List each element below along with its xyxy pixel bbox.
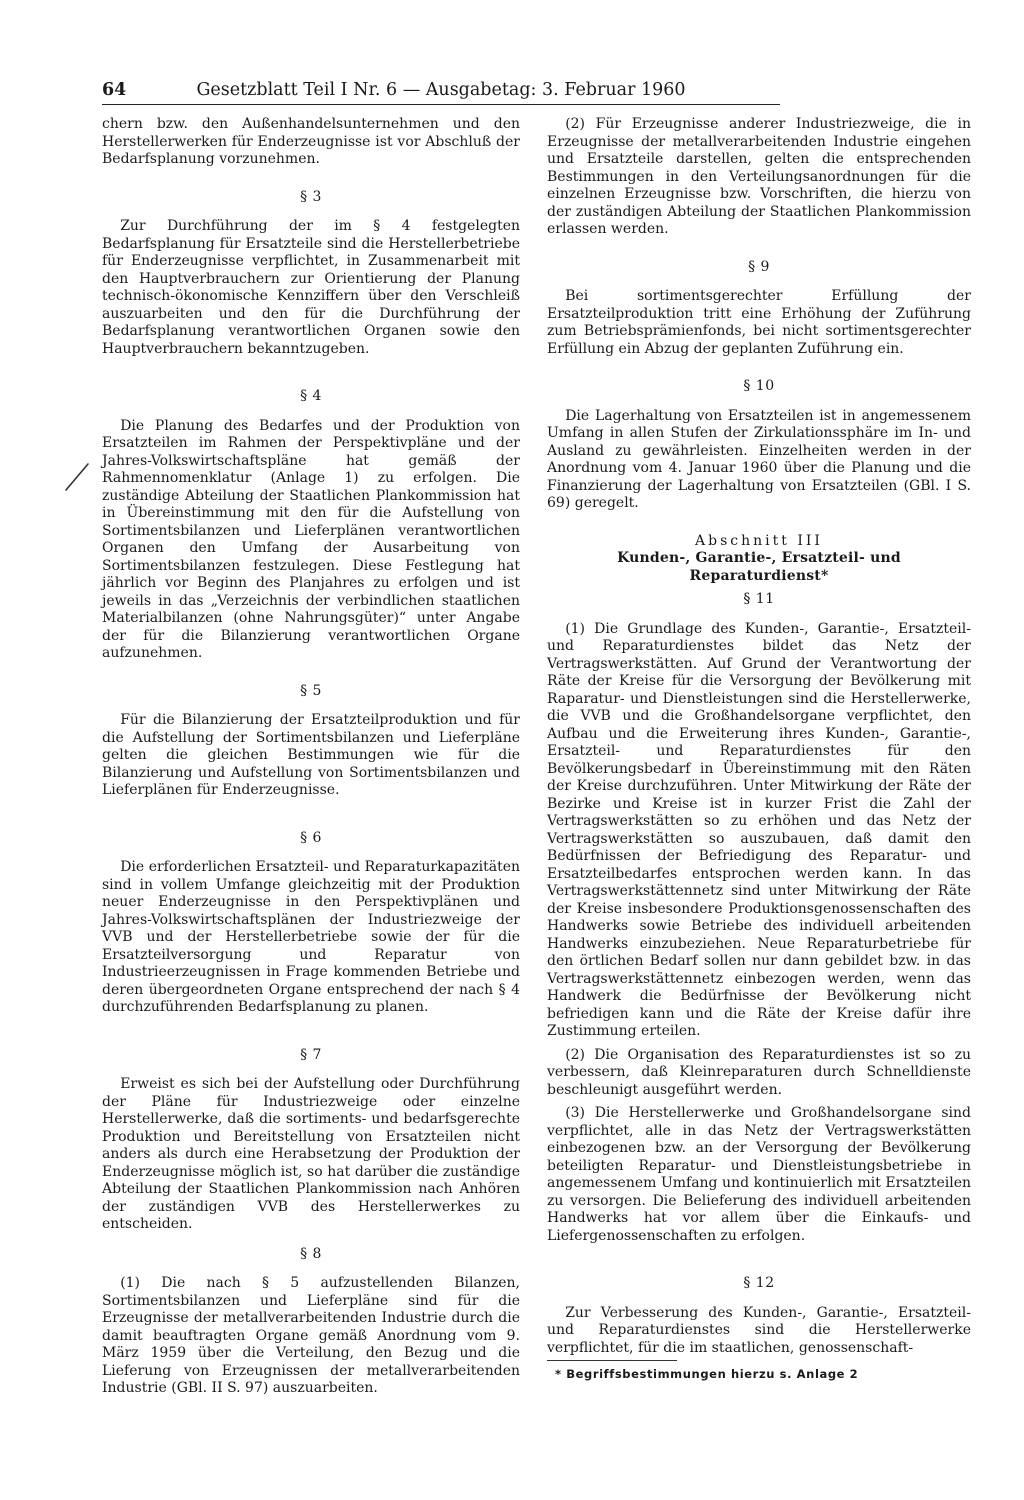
section-12-heading: § 12 [743, 1275, 775, 1291]
section-3-paragraph: Zur Durchführung der im § 4 festgelegten Bedarfsplanung für Ersatzteile sind die Herstellerbetriebe für Enderzeugnisse verpflichtet, in Zusammenarbeit mit den Hauptverbrauchern zur Orientierung der Planung technisch-ökonomische Kennziffern über den Verschleiß auszuarbeiten und den für die Durchführung der Bedarfsplanung verantwortlichen Organen sowie den Hauptverbrauchern bekanntzugeben. [102, 218, 520, 357]
section-8-paragraph-1: (1) Die nach § 5 aufzustellenden Bilanzen, Sortimentsbilanzen und Lieferpläne sind für die Erzeugnisse der metallverarbeitenden Industrie durch die damit beauftragten Organe gemäß Anordnung vom 9. März 1959 über die Verteilung, den Bezug und die Lieferung von Erzeugnissen der metallverarbeitenden Industrie (GBl. II S. 97) auszuarbeiten. [102, 1275, 520, 1396]
section-6-heading: § 6 [300, 829, 322, 846]
section-10-paragraph: Die Lagerhaltung von Ersatzteilen ist in angemessenem Umfang in allen Stufen der Zirkulationssphäre im In- und Ausland zu gewährleisten. Einzelheiten werden in der Anordnung vom 4. Januar 1960 über die Planung und die Finanzierung der Lagerhaltung von Ersatzteilen (GBl. I S. 69) geregelt. [547, 407, 971, 511]
handwritten-margin-mark [62, 462, 92, 492]
section-7-paragraph: Erweist es sich bei der Aufstellung oder Durchführung der Pläne für Industriezweige oder einzelne Herstellerwerke, daß die sortiments- und bedarfsgerechte Produktion und Bereitstellung von Ersatzteilen nicht anders als durch eine Herabsetzung der Produktion der Enderzeugnisse möglich ist, so hat darüber die zuständige Abteilung der Staatlichen Plankommission nach Anhören der zuständigen VVB des Herstellerwerkes zu entscheiden. [102, 1076, 520, 1232]
section-9-heading: § 9 [748, 258, 770, 275]
part-title: Kunden-, Garantie-, Ersatzteil- und Reparaturdienst* [617, 550, 901, 584]
section-5-heading: § 5 [300, 682, 322, 699]
section-8-heading: § 8 [300, 1245, 322, 1262]
section-12-paragraph: Zur Verbesserung des Kunden-, Garantie-, Ersatzteil- und Reparaturdienstes sind die Herstellerwerke verpflichtet, für die im staatlichen, genossenschaft- [547, 1304, 971, 1356]
right-column [547, 116, 971, 1381]
intro-paragraph: chern bzw. den Außenhandelsunternehmen und den Herstellerwerken für Enderzeugnisse ist vor Abschluß der Bedarfsplanung vorzunehmen. [102, 116, 520, 167]
left-column [102, 116, 520, 1398]
section-3-heading: § 3 [300, 188, 322, 205]
section-10-heading: § 10 [743, 378, 775, 394]
page-number: 64 [102, 80, 127, 100]
part-label: Abschnitt III [695, 532, 823, 549]
section-4-heading: § 4 [300, 388, 322, 404]
section-11-paragraph-2: (2) Die Organisation des Reparaturdienstes ist so zu verbessern, daß Kleinreparaturen durch Schnelldienste beschleunigt ausgeführt werden. [547, 1046, 971, 1098]
section-4-paragraph: Die Planung des Bedarfes und der Produktion von Ersatzteilen im Rahmen der Perspektivpläne und der Jahres-Volkswirtschaftspläne hat gemäß der Rahmennomenklatur (Anlage 1) zu erfolgen. Die zuständige Abteilung der Staatlichen Plankommission hat in Übereinstimmung mit den für die Aufstellung von Sortimentsbilanzen und Lieferplänen verantwortlichen Organen den Umfang der Ausarbeitung von Sortimentsbilanzen festzulegen. Diese Festlegung hat jährlich vor Beginn des Planjahres zu erfolgen und ist jeweils in das „Verzeichnis der verbindlichen staatlichen Materialbilanzen (ohne Nahrungsgüter)“ unter Angabe der für die Bilanzierung verantwortlichen Organe aufzunehmen. [102, 417, 520, 661]
section-11-paragraph-3: (3) Die Herstellerwerke und Großhandelsorgane sind verpflichtet, alle in das Netz der Vertragswerkstätten einbezogenen bzw. an der Versorgung der Bevölkerung beteiligten Reparatur- und Dienstleistungsbetriebe in angemessenem Umfang und kontinuierlich mit Ersatzteilen zu versorgen. Die Belieferung des individuell arbeitenden Handwerks hat vor allem über die Einkaufs- und Liefergenossenschaften zu erfolgen. [547, 1105, 971, 1244]
page-header [102, 76, 780, 105]
section-8-paragraph-2: (2) Für Erzeugnisse anderer Industriezweige, die in Erzeugnisse der metallverarbeitenden Industrie eingehen und Ersatzteile darstellen, gelten die entsprechenden Bestimmungen in den Verteilungsanordnungen für die einzelnen Erzeugnisse bzw. Vorschriften, die hierzu von der zuständigen Abteilung der Staatlichen Plankommission erlassen werden. [547, 116, 971, 237]
section-11-paragraph-1: (1) Die Grundlage des Kunden-, Garantie-, Ersatzteil- und Reparaturdienstes bildet das Netz der Vertragswerkstätten. Auf Grund der Verantwortung der Räte der Kreise für die Versorgung der Bevölkerung mit Raparatur- und Dienstleistungen sind die Herstellerwerke, die VVB und die Großhandelsorgane verpflichtet, den Aufbau und die Erweiterung ihres Kunden-, Garantie-, Ersatzteil- und Reparaturdienstes für den Bevölkerungsbedarf in Übereinstimmung mit den Räten der Kreise durchzuführen. Unter Mitwirkung der Räte der Bezirke und Kreise ist in kurzer Frist die Zahl der Vertragswerkstätten so zu erhöhen und das Netz der Vertragswerkstätten so auszubauen, daß damit den Bedürfnissen der Befriedigung des Reparatur- und Ersatzteilbedarfes entsprochen werden kann. In das Vertragswerkstättennetz sind unter Mitwirkung der Räte der Kreise insbesondere Produktionsgenossenschaften des Handwerks sowie Betriebe des individuell arbeitenden Handwerks einzubeziehen. Neue Reparaturbetriebe für den örtlichen Bedarf sollen nur dann gebildet bzw. in das Vertragswerkstättennetz einbezogen werden, wenn das Handwerk die Bedürfnisse der Bevölkerung nicht befriedigen kann und die Räte der Kreise dafür ihre Zustimmung erteilen. [547, 620, 971, 1039]
running-title: Gesetzblatt Teil I Nr. 6 — Ausgabetag: 3. Februar 1960 [196, 80, 686, 100]
section-11-heading: § 11 [743, 591, 775, 607]
section-7-heading: § 7 [300, 1046, 322, 1063]
footnote-rule [547, 1360, 677, 1361]
section-6-paragraph: Die erforderlichen Ersatzteil- und Reparaturkapazitäten sind in vollem Umfange gleichzeitig mit der Produktion neuer Enderzeugnisse in den Perspektivplänen und Jahres-Volkswirtschaftsplänen der Industriezweige der VVB und der Herstellerbetriebe sowie der für die Ersatzteilversorgung und Reparatur von Industrieerzeugnissen in Frage kommenden Betriebe und deren übergeordneten Organe entsprechend der nach § 4 durchzuführenden Bedarfsplanung zu planen. [102, 859, 520, 1015]
section-9-paragraph: Bei sortimentsgerechter Erfüllung der Ersatzteilproduktion tritt eine Erhöhung der Zuführung zum Betriebsprämienfonds, bei nicht sortimentsgerechter Erfüllung ein Abzug der geplanten Zuführung ein. [547, 288, 971, 357]
footnote: * Begriffsbestimmungen hierzu s. Anlage 2 [555, 1367, 859, 1381]
section-5-paragraph: Für die Bilanzierung der Ersatzteilproduktion und für die Aufstellung der Sortimentsbilanzen und Lieferpläne gelten die gleichen Bestimmungen wie für die Bilanzierung und Aufstellung von Sortimentsbilanzen und Lieferplänen für Enderzeugnisse. [102, 712, 520, 798]
